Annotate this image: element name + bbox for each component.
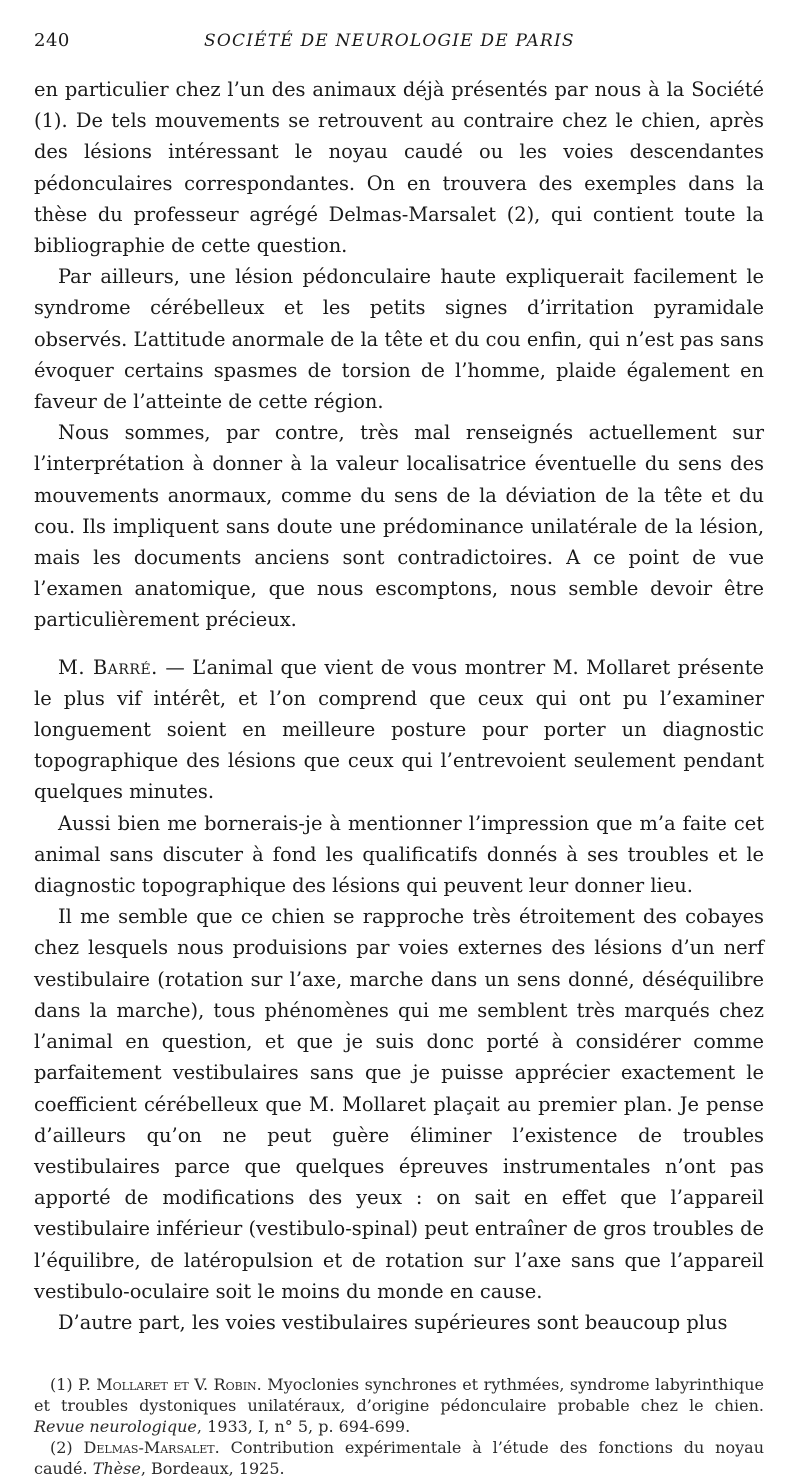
footnote <box>34 1374 764 1437</box>
body-text <box>34 74 764 1338</box>
intervention-text: — L’animal que vient de vous montrer M. Mollaret présente le plus vif intérêt, et l’on comprend que ceux qui ont pu l’examiner longuement soient en meilleure posture pour porter un diagnostic topographique des lésions que ceux qui l’entrevoient seulement pendant quelques minutes. <box>34 655 764 804</box>
footnote-text: Contribution expérimentale à l’étude des fonctions du noyau caudé. <box>34 1438 764 1479</box>
book-page <box>34 30 764 1479</box>
paragraph: D’autre part, les voies vestibulaires supérieures sont beaucoup plus <box>58 1310 728 1334</box>
intervention-paragraph <box>34 652 764 808</box>
paragraph: Nous sommes, par contre, très mal renseignés actuellement sur l’interprétation à donner à la valeur localisatrice éventuelle du sens des mouvements anormaux, comme du sens de la déviation de la tête et du cou. Ils impliquent sans doute une prédominance unilatérale de la lésion, mais les documents anciens sont contradictoires. A ce point de vue l’examen anatomique, que nous escomptons, nous semble devoir être particulièrement précieux. <box>34 421 764 632</box>
paragraph: Aussi bien me bornerais-je à mentionner l’impression que m’a faite cet animal sans discuter à fond les qualificatifs donnés à ses troubles et le diagnostic topographique des lésions qui peuvent leur donner lieu. <box>34 811 764 898</box>
footnotes <box>34 1374 764 1479</box>
footnote-authors: Delmas-Marsalet. <box>83 1438 220 1458</box>
page-number: 240 <box>34 30 70 51</box>
paragraph: en particulier chez l’un des animaux déjà présentés par nous à la Société (1). De tels mouvements se retrouvent au contraire chez le chien, après des lésions intéressant le noyau caudé ou les voies descendantes pédonculaires correspondantes. On en trouvera des exemples dans la thèse du professeur agrégé Delmas-Marsalet (2), qui contient toute la bibliographie de cette question. <box>34 78 764 258</box>
running-head <box>34 30 764 60</box>
paragraph: Par ailleurs, une lésion pédonculaire haute expliquerait facilement le syndrome cérébelleux et les petits signes d’irritation pyramidale observés. L’attitude anormale de la tête et du cou enfin, qui n’est pas sans évoquer certains spasmes de torsion de l’homme, plaide également en faveur de l’atteinte de cette région. <box>34 265 764 414</box>
paragraph: Il me semble que ce chien se rapproche très étroitement des cobayes chez lesquels nous produisions par voies externes des lésions d’un nerf vestibulaire (rotation sur l’axe, marche dans un sens donné, déséquilibre dans la marche), tous phénomènes qui me semblent très marqués chez l’animal en question, et que je suis donc porté à considérer comme parfaitement vestibulaires sans que je puisse apprécier exactement le coefficient cérébelleux que M. Mollaret plaçait au premier plan. Je pense d’ailleurs qu’on ne peut guère éliminer l’existence de troubles vestibulaires parce que quelques épreuves instrumentales n’ont pas apporté de modifications des yeux : on sait en effet que l’appareil vestibulaire inférieur (vestibulo-spinal) peut entraîner de gros troubles de l’équilibre, de latéropulsion et de rotation sur l’axe sans que l’appareil vestibulo-oculaire soit le moins du monde en cause. <box>34 905 764 1303</box>
footnote-ref: , Bordeaux, 1925. <box>140 1459 285 1479</box>
footnote-ref: , 1933, I, n° 5, p. 694-699. <box>196 1417 411 1437</box>
footnote-marker: (1) <box>50 1375 73 1395</box>
footnote-text: Myoclonies synchrones et rythmées, syndrome labyrinthique et troubles dystoniques unilatéraux, d’origine pédonculaire probable chez le chien. <box>34 1375 764 1416</box>
journal-title: SOCIÉTÉ DE NEUROLOGIE DE PARIS <box>204 31 575 51</box>
footnote-journal: Revue neurologique <box>34 1417 197 1437</box>
footnote-journal: Thèse <box>92 1459 141 1479</box>
footnote <box>34 1437 764 1479</box>
footnote-marker: (2) <box>50 1438 73 1458</box>
speaker-name: M. Barré. <box>58 655 158 679</box>
footnote-authors: P. Mollaret et V. Robin. <box>78 1375 262 1395</box>
